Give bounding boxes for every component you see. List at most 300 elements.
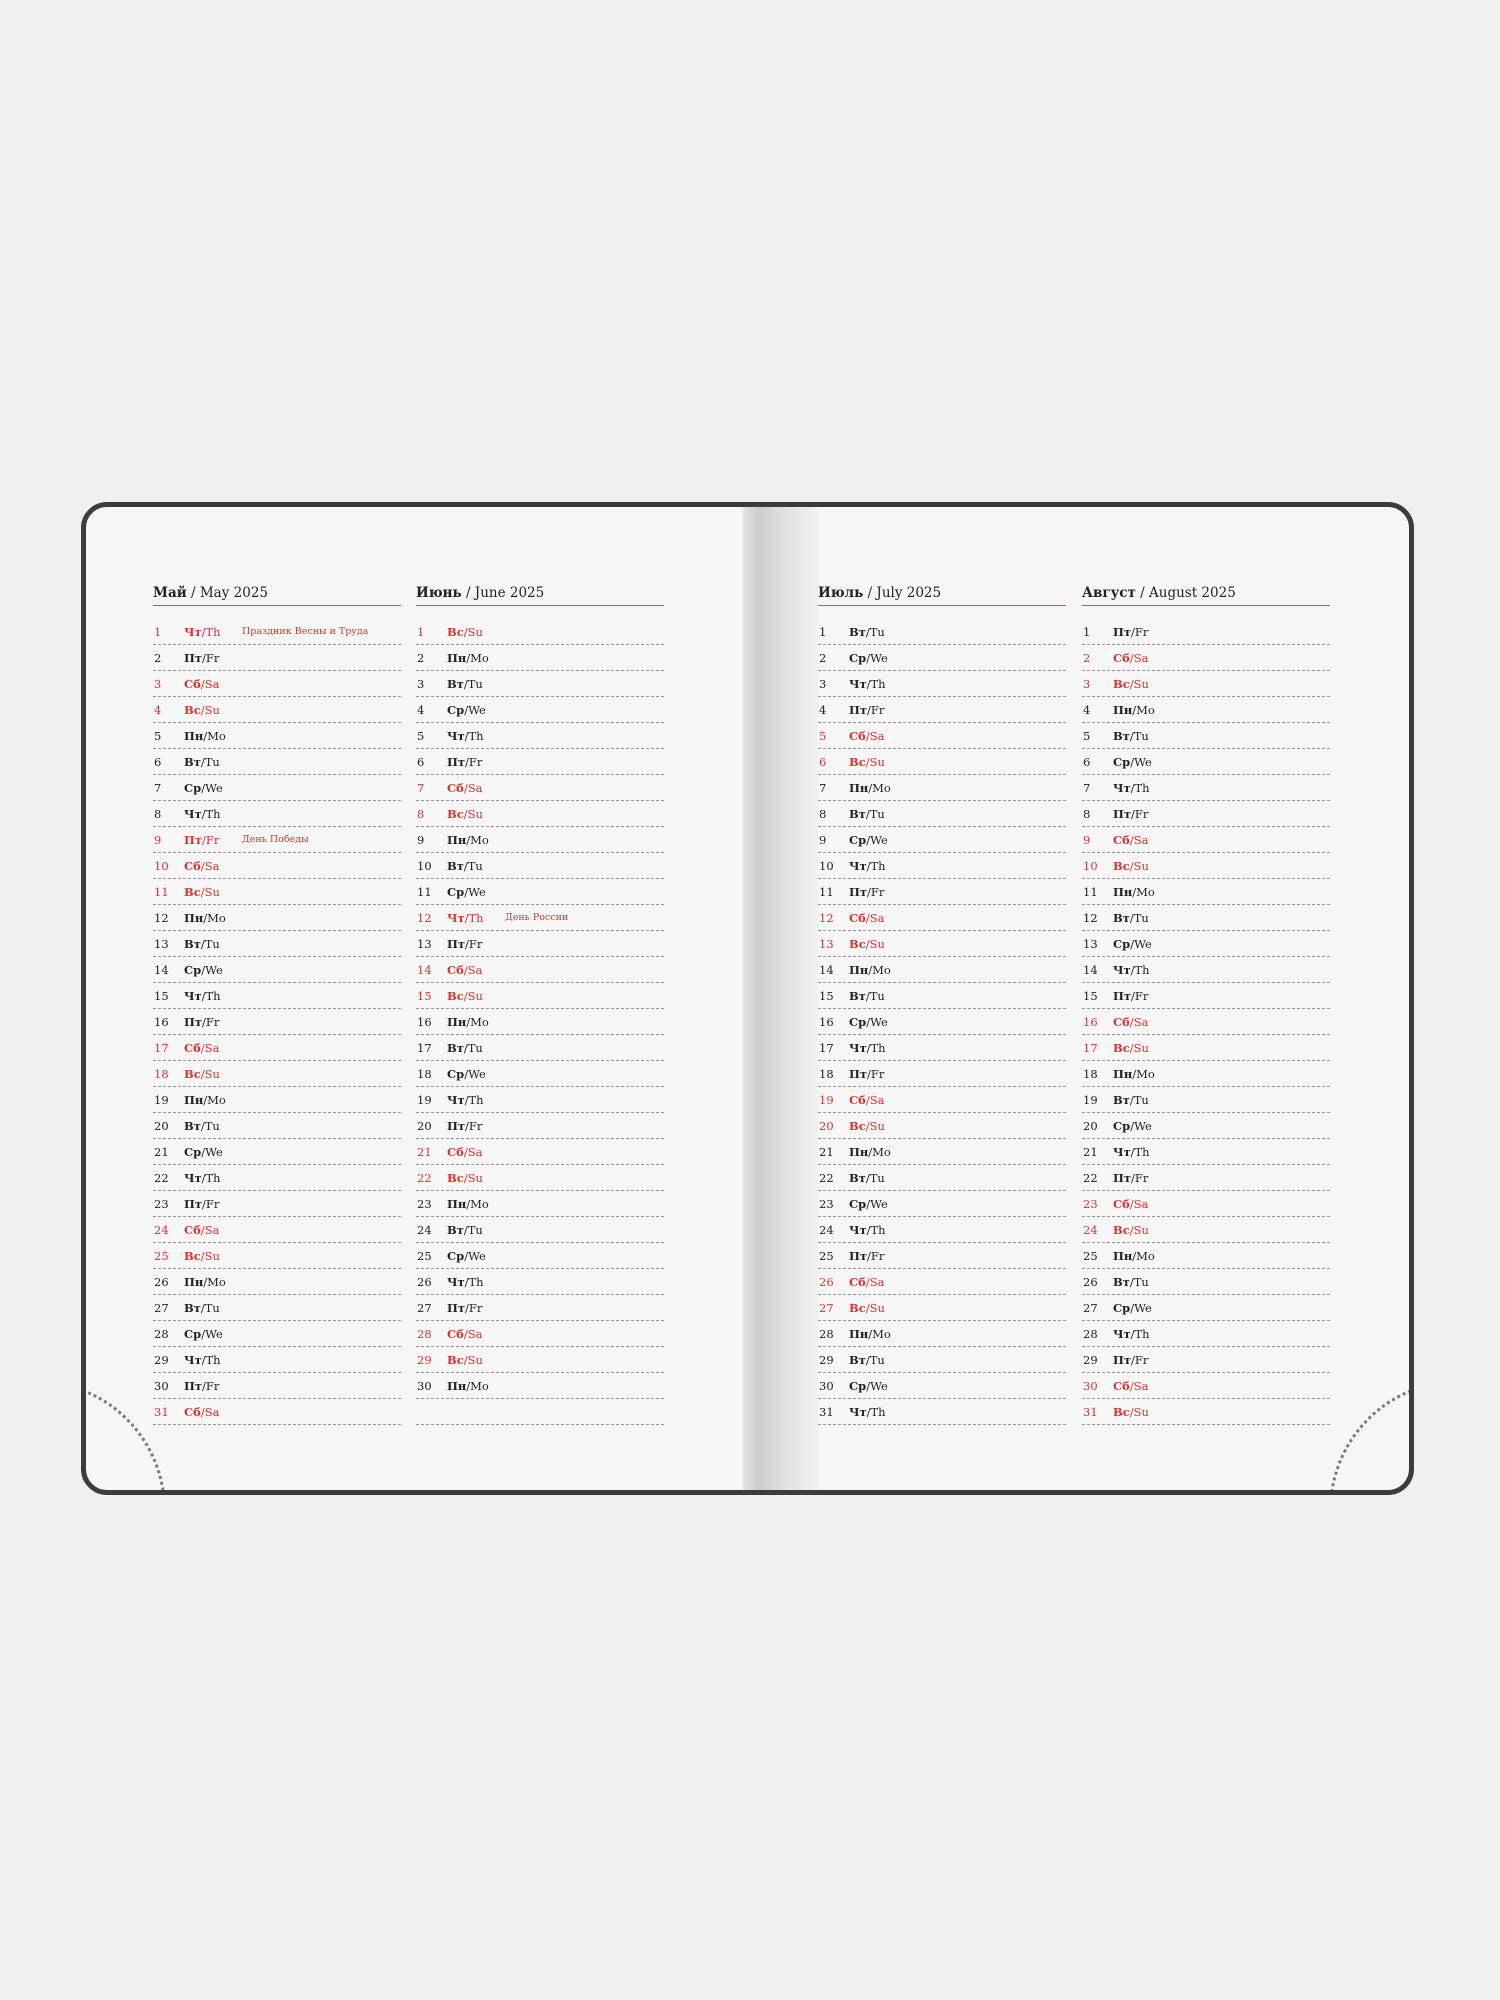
weekday-ru: Вс	[447, 1170, 464, 1185]
day-number: 10	[154, 858, 169, 873]
weekday	[849, 911, 907, 925]
weekday	[849, 1275, 907, 1289]
weekday	[1113, 1405, 1171, 1419]
weekday	[184, 1301, 242, 1315]
day-number: 24	[417, 1222, 432, 1237]
weekday-ru: Пн	[849, 780, 869, 795]
day-row	[818, 619, 1066, 645]
weekday	[447, 1249, 505, 1263]
weekday-en: /Mo	[466, 650, 489, 665]
weekday-en: /We	[201, 1144, 223, 1159]
weekday-en: /Fr	[465, 936, 483, 951]
day-number: 31	[154, 1404, 169, 1419]
weekday-en: /Su	[865, 1300, 885, 1315]
weekday-en: /Su	[200, 1248, 220, 1263]
weekday-ru: Чт	[184, 1352, 202, 1367]
weekday	[849, 1249, 907, 1263]
weekday	[184, 703, 242, 717]
day-number: 22	[819, 1170, 834, 1185]
weekday-en: /We	[866, 1378, 888, 1393]
day-row	[1082, 1373, 1330, 1399]
weekday	[447, 729, 505, 743]
weekday	[184, 989, 242, 1003]
day-number: 12	[819, 910, 834, 925]
day-row	[1082, 1217, 1330, 1243]
weekday-ru: Вт	[849, 806, 866, 821]
weekday-ru: Чт	[1113, 1326, 1131, 1341]
weekday-en: /Tu	[865, 1170, 885, 1185]
day-row	[818, 1269, 1066, 1295]
weekday	[184, 625, 242, 639]
day-row	[1082, 723, 1330, 749]
day-row	[1082, 1295, 1330, 1321]
day-number: 16	[154, 1014, 169, 1029]
weekday-en: /Th	[1130, 1144, 1150, 1159]
month-name-en: / July 2025	[863, 585, 942, 601]
weekday-en: /Th	[201, 988, 221, 1003]
weekday-ru: Вс	[1113, 676, 1130, 691]
day-number: 29	[1083, 1352, 1098, 1367]
day-row	[153, 671, 401, 697]
day-number: 13	[154, 936, 169, 951]
weekday-ru: Сб	[447, 1144, 464, 1159]
day-row	[416, 645, 664, 671]
weekday-ru: Вт	[1113, 1092, 1130, 1107]
weekday-en: /We	[201, 1326, 223, 1341]
day-number: 26	[819, 1274, 834, 1289]
weekday	[849, 963, 907, 977]
weekday	[1113, 963, 1171, 977]
weekday-ru: Ср	[849, 650, 867, 665]
weekday-ru: Сб	[184, 1404, 201, 1419]
weekday	[447, 1119, 505, 1133]
day-row	[818, 957, 1066, 983]
month-name-ru: Август	[1082, 585, 1136, 601]
weekday	[849, 1379, 907, 1393]
day-row	[153, 1113, 401, 1139]
day-number: 30	[154, 1378, 169, 1393]
day-number: 17	[154, 1040, 169, 1055]
day-number: 29	[819, 1352, 834, 1367]
weekday-en: /Sa	[865, 1092, 885, 1107]
weekday-en: /Mo	[1132, 1066, 1155, 1081]
weekday-en: /Tu	[865, 988, 885, 1003]
weekday-ru: Вс	[184, 1066, 201, 1081]
day-number: 24	[819, 1222, 834, 1237]
weekday	[447, 1223, 505, 1237]
weekday-ru: Сб	[849, 728, 866, 743]
weekday-en: /Th	[866, 1222, 886, 1237]
day-row	[416, 1139, 664, 1165]
weekday	[184, 1275, 242, 1289]
day-row	[153, 1061, 401, 1087]
weekday-en: /Su	[1129, 1222, 1149, 1237]
day-row	[818, 853, 1066, 879]
weekday-en: /Mo	[466, 832, 489, 847]
weekday-ru: Вс	[447, 988, 464, 1003]
weekday-en: /We	[1130, 1118, 1152, 1133]
day-number: 19	[417, 1092, 432, 1107]
weekday-ru: Пн	[184, 1274, 204, 1289]
weekday-ru: Пт	[447, 1118, 465, 1133]
weekday-en: /Su	[865, 754, 885, 769]
day-row	[1082, 1165, 1330, 1191]
weekday-ru: Чт	[447, 1092, 465, 1107]
weekday	[849, 625, 907, 639]
day-number: 17	[1083, 1040, 1098, 1055]
weekday-ru: Пт	[849, 1066, 867, 1081]
weekday	[1113, 911, 1171, 925]
weekday-en: /We	[866, 832, 888, 847]
weekday-en: /Fr	[202, 1014, 220, 1029]
weekday-ru: Вт	[1113, 910, 1130, 925]
day-number: 29	[154, 1352, 169, 1367]
weekday-en: /Th	[1130, 962, 1150, 977]
day-row	[1082, 983, 1330, 1009]
weekday-ru: Сб	[849, 1092, 866, 1107]
weekday-en: /Tu	[463, 1040, 483, 1055]
day-number: 18	[154, 1066, 169, 1081]
day-number: 10	[417, 858, 432, 873]
day-row	[1082, 853, 1330, 879]
weekday-ru: Чт	[849, 1404, 867, 1419]
weekday	[447, 859, 505, 873]
weekday-ru: Пт	[1113, 806, 1131, 821]
day-row	[416, 801, 664, 827]
day-number: 31	[819, 1404, 834, 1419]
weekday-ru: Ср	[447, 1066, 465, 1081]
day-number: 15	[1083, 988, 1098, 1003]
day-row	[153, 1035, 401, 1061]
weekday	[447, 755, 505, 769]
weekday	[184, 1353, 242, 1367]
weekday-en: /Fr	[202, 650, 220, 665]
day-row	[1082, 1113, 1330, 1139]
weekday	[849, 1197, 907, 1211]
weekday-ru: Пт	[184, 832, 202, 847]
day-row	[818, 1373, 1066, 1399]
weekday-en: /Su	[463, 806, 483, 821]
day-number: 28	[417, 1326, 432, 1341]
weekday	[184, 1223, 242, 1237]
day-number: 22	[1083, 1170, 1098, 1185]
weekday-en: /Fr	[1131, 1352, 1149, 1367]
day-row	[818, 1243, 1066, 1269]
book-gutter	[743, 507, 818, 1490]
weekday-ru: Пн	[447, 650, 467, 665]
weekday-en: /Tu	[865, 1352, 885, 1367]
weekday-ru: Чт	[849, 1222, 867, 1237]
weekday	[849, 729, 907, 743]
month-title	[153, 585, 401, 606]
day-number: 17	[819, 1040, 834, 1055]
weekday-ru: Пт	[184, 650, 202, 665]
weekday-en: /Su	[200, 1066, 220, 1081]
weekday-en: /Su	[463, 1170, 483, 1185]
weekday-en: /Fr	[867, 884, 885, 899]
weekday-en: /We	[1130, 1300, 1152, 1315]
day-row	[416, 1035, 664, 1061]
weekday	[1113, 1041, 1171, 1055]
day-number: 11	[417, 884, 432, 899]
day-row	[153, 905, 401, 931]
day-row	[818, 983, 1066, 1009]
weekday	[184, 937, 242, 951]
day-row	[818, 749, 1066, 775]
weekday	[849, 1327, 907, 1341]
day-number: 25	[1083, 1248, 1098, 1263]
weekday-ru: Ср	[447, 884, 465, 899]
day-number: 14	[819, 962, 834, 977]
weekday-ru: Пн	[447, 1196, 467, 1211]
day-row	[153, 1321, 401, 1347]
weekday-en: /Fr	[465, 1118, 483, 1133]
weekday-ru: Сб	[1113, 832, 1130, 847]
day-row	[818, 1347, 1066, 1373]
weekday	[1113, 833, 1171, 847]
weekday-ru: Вс	[849, 1118, 866, 1133]
weekday-en: /Sa	[463, 1144, 483, 1159]
weekday	[447, 1041, 505, 1055]
weekday-en: /Mo	[203, 1274, 226, 1289]
weekday-ru: Пн	[184, 1092, 204, 1107]
month-title	[1082, 585, 1330, 606]
weekday	[849, 1145, 907, 1159]
day-row	[153, 1347, 401, 1373]
weekday-ru: Чт	[184, 806, 202, 821]
weekday-ru: Ср	[849, 1014, 867, 1029]
weekday-en: /Mo	[466, 1014, 489, 1029]
day-row	[416, 1217, 664, 1243]
weekday	[849, 703, 907, 717]
weekday-ru: Пн	[184, 910, 204, 925]
day-row	[1082, 619, 1330, 645]
day-row	[416, 723, 664, 749]
weekday-en: /Th	[866, 676, 886, 691]
month-title	[416, 585, 664, 606]
day-row	[153, 697, 401, 723]
weekday-en: /Tu	[1129, 1092, 1149, 1107]
weekday-ru: Сб	[849, 1274, 866, 1289]
month-name-ru: Июль	[818, 585, 864, 601]
weekday	[1113, 1327, 1171, 1341]
weekday-en: /Th	[201, 1170, 221, 1185]
day-number: 4	[417, 702, 425, 717]
weekday	[849, 885, 907, 899]
weekday-en: /Mo	[868, 1144, 891, 1159]
day-number: 27	[819, 1300, 834, 1315]
day-number: 23	[154, 1196, 169, 1211]
weekday-ru: Пн	[184, 728, 204, 743]
weekday-ru: Пт	[1113, 624, 1131, 639]
day-row	[153, 1373, 401, 1399]
day-row	[818, 905, 1066, 931]
weekday	[1113, 807, 1171, 821]
weekday-en: /Tu	[1129, 910, 1149, 925]
day-row	[153, 1191, 401, 1217]
day-row	[1082, 1243, 1330, 1269]
day-row	[416, 1087, 664, 1113]
day-number: 21	[819, 1144, 834, 1159]
weekday-en: /Tu	[463, 858, 483, 873]
day-row	[818, 1113, 1066, 1139]
holiday-note: День Победы	[242, 834, 309, 845]
weekday	[184, 729, 242, 743]
day-row	[1082, 801, 1330, 827]
weekday-en: /We	[866, 1014, 888, 1029]
weekday-ru: Вс	[447, 806, 464, 821]
weekday	[849, 677, 907, 691]
weekday	[849, 1405, 907, 1419]
day-number: 17	[417, 1040, 432, 1055]
day-row	[818, 879, 1066, 905]
weekday-ru: Сб	[184, 1222, 201, 1237]
day-number: 4	[1083, 702, 1091, 717]
weekday-ru: Ср	[849, 1378, 867, 1393]
day-number: 30	[1083, 1378, 1098, 1393]
day-number: 16	[417, 1014, 432, 1029]
day-number: 2	[1083, 650, 1091, 665]
day-number: 25	[417, 1248, 432, 1263]
weekday-ru: Вт	[184, 1300, 201, 1315]
month-july	[818, 585, 1066, 1425]
weekday-en: /Sa	[1129, 1196, 1149, 1211]
day-number: 28	[819, 1326, 834, 1341]
day-row	[416, 905, 664, 931]
weekday	[849, 1119, 907, 1133]
day-row	[1082, 1009, 1330, 1035]
weekday	[849, 859, 907, 873]
day-number: 5	[154, 728, 162, 743]
day-row	[153, 827, 401, 853]
day-row	[153, 1165, 401, 1191]
weekday-ru: Пт	[447, 1300, 465, 1315]
weekday	[849, 1041, 907, 1055]
weekday	[849, 807, 907, 821]
weekday-en: /We	[866, 650, 888, 665]
day-row	[1082, 931, 1330, 957]
weekday-en: /Th	[464, 1274, 484, 1289]
day-number: 14	[417, 962, 432, 977]
day-row	[1082, 645, 1330, 671]
weekday-ru: Сб	[1113, 650, 1130, 665]
day-row	[416, 957, 664, 983]
weekday-ru: Пт	[849, 702, 867, 717]
weekday	[1113, 1145, 1171, 1159]
day-row	[416, 1009, 664, 1035]
day-row	[818, 1217, 1066, 1243]
weekday-en: /Sa	[200, 1222, 220, 1237]
weekday	[1113, 651, 1171, 665]
day-number: 28	[1083, 1326, 1098, 1341]
weekday-ru: Пн	[849, 962, 869, 977]
weekday	[184, 1067, 242, 1081]
weekday-en: /Su	[865, 1118, 885, 1133]
day-number: 3	[417, 676, 425, 691]
weekday	[447, 625, 505, 639]
day-number: 7	[154, 780, 162, 795]
weekday-en: /Mo	[868, 780, 891, 795]
weekday-ru: Чт	[849, 1040, 867, 1055]
weekday-en: /Sa	[865, 1274, 885, 1289]
day-number: 31	[1083, 1404, 1098, 1419]
day-row	[818, 1035, 1066, 1061]
day-number: 9	[819, 832, 827, 847]
weekday-ru: Чт	[1113, 962, 1131, 977]
weekday	[184, 1405, 242, 1419]
day-number: 18	[819, 1066, 834, 1081]
weekday-ru: Пт	[849, 884, 867, 899]
day-row	[818, 1295, 1066, 1321]
day-row	[416, 1191, 664, 1217]
day-row	[1082, 1191, 1330, 1217]
weekday-en: /Th	[201, 624, 221, 639]
day-list	[1082, 619, 1330, 1425]
weekday-en: /We	[464, 884, 486, 899]
weekday	[1113, 1301, 1171, 1315]
weekday-ru: Сб	[447, 780, 464, 795]
day-number: 21	[417, 1144, 432, 1159]
weekday-en: /Su	[1129, 676, 1149, 691]
weekday-en: /Su	[865, 936, 885, 951]
weekday-en: /We	[866, 1196, 888, 1211]
weekday	[849, 1171, 907, 1185]
weekday-en: /We	[201, 780, 223, 795]
weekday-en: /Sa	[200, 1040, 220, 1055]
weekday-en: /Mo	[1132, 702, 1155, 717]
day-row	[818, 723, 1066, 749]
weekday-en: /Fr	[867, 1066, 885, 1081]
day-row	[818, 801, 1066, 827]
day-number: 18	[1083, 1066, 1098, 1081]
day-row	[153, 1295, 401, 1321]
weekday-ru: Пт	[184, 1196, 202, 1211]
weekday-en: /Fr	[1131, 988, 1149, 1003]
weekday-en: /Mo	[203, 1092, 226, 1107]
weekday-ru: Вт	[849, 988, 866, 1003]
weekday	[447, 833, 505, 847]
day-row	[818, 671, 1066, 697]
weekday	[849, 1093, 907, 1107]
day-row	[416, 1061, 664, 1087]
day-number: 11	[819, 884, 834, 899]
day-row	[1082, 1139, 1330, 1165]
weekday	[849, 1223, 907, 1237]
weekday	[447, 1379, 505, 1393]
weekday	[447, 963, 505, 977]
weekday-ru: Ср	[849, 832, 867, 847]
day-row	[818, 1191, 1066, 1217]
weekday-ru: Пт	[447, 754, 465, 769]
planner-spread	[81, 502, 1414, 1495]
month-august	[1082, 585, 1330, 1425]
weekday-en: /Su	[1129, 1040, 1149, 1055]
weekday	[849, 1301, 907, 1315]
weekday-ru: Вс	[1113, 1040, 1130, 1055]
weekday-en: /Th	[201, 1352, 221, 1367]
weekday	[849, 651, 907, 665]
day-row	[416, 697, 664, 723]
day-number: 19	[819, 1092, 834, 1107]
day-number: 26	[417, 1274, 432, 1289]
weekday-en: /Mo	[868, 962, 891, 977]
weekday-ru: Пн	[1113, 1248, 1133, 1263]
weekday-en: /Fr	[202, 1196, 220, 1211]
weekday-en: /We	[464, 702, 486, 717]
day-number: 23	[1083, 1196, 1098, 1211]
weekday-ru: Чт	[1113, 1144, 1131, 1159]
weekday	[447, 1145, 505, 1159]
